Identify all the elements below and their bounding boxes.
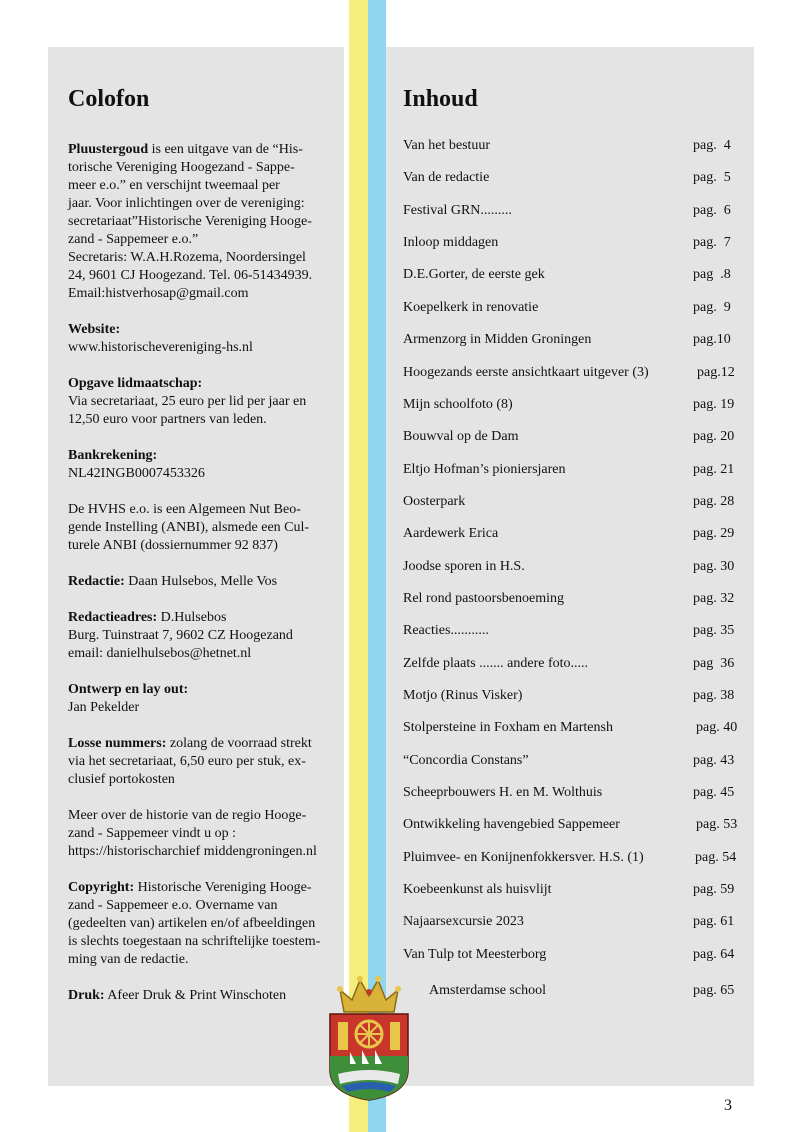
colofon-text-run: gende Instelling (ANBI), alsmede een Cul-	[68, 520, 310, 535]
toc-entry	[403, 686, 738, 706]
colofon-block	[68, 681, 340, 717]
toc-entry	[403, 395, 738, 415]
colofon-text-run: zand - Sappemeer vindt u op :	[68, 826, 236, 841]
toc-entry-page: pag. 64	[693, 946, 735, 962]
yellow-stripe	[349, 0, 368, 1132]
colofon-text-run: D.Hulsebos	[157, 610, 227, 625]
toc-entry-title: Van het bestuur	[403, 138, 491, 153]
colofon-text-run: Afeer Druk & Print Winschoten	[104, 988, 287, 1003]
colofon-block	[68, 573, 340, 591]
toc-entry-title: Koepelkerk in renovatie	[403, 299, 539, 315]
toc-entry-title: Reacties...........	[403, 623, 489, 639]
toc-entry-page: pag.10	[693, 332, 731, 348]
toc-entry	[403, 460, 738, 480]
colofon-label: Website:	[68, 322, 121, 337]
toc-entry	[403, 880, 738, 900]
toc-entry-title: Van Tulp tot Meesterborg	[403, 946, 547, 962]
colofon-text-run: Email:histverhosap@gmail.com	[68, 286, 249, 301]
colofon-text-run: email: danielhulsebos@hetnet.nl	[68, 646, 252, 661]
colofon-line	[68, 537, 340, 555]
colofon-text-run: 12,50 euro voor partners van leden.	[68, 412, 267, 427]
toc-entry	[403, 265, 738, 285]
toc-entry	[403, 201, 738, 221]
toc-entry	[403, 718, 738, 738]
toc-entry-title: Najaarsexcursie 2023	[403, 914, 524, 930]
colofon-block	[68, 141, 340, 303]
toc-entry	[403, 168, 738, 188]
toc-entry-title: Stolpersteine in Foxham en Martensh	[403, 720, 613, 736]
colofon-text-run: Burg. Tuinstraat 7, 9602 CZ Hoogezand	[68, 628, 293, 643]
toc-entry-page: pag. 61	[693, 914, 735, 930]
toc-entry-title: Oosterpark	[403, 493, 466, 509]
colofon-text-run: Meer over de historie van de regio Hooge-	[68, 808, 307, 823]
toc-entry-title: Zelfde plaats ....... andere foto.....	[403, 655, 589, 671]
colofon-line	[68, 195, 340, 213]
colofon-line	[68, 321, 340, 339]
toc-entry-title: Mijn schoolfoto (8)	[403, 396, 513, 412]
toc-entry	[403, 233, 738, 253]
colofon-text-run: NL42INGB0007453326	[68, 466, 205, 481]
toc-entry-page: pag. 43	[693, 752, 735, 768]
colofon-line	[68, 519, 340, 537]
toc-entry-page: pag. 29	[693, 526, 735, 542]
colofon-line	[68, 465, 340, 483]
colofon-label: Druk:	[68, 988, 105, 1003]
toc-entry-page: pag. 65	[693, 983, 735, 999]
colofon-text-run: Jan Pekelder	[68, 700, 140, 715]
colofon-line	[68, 285, 340, 303]
colofon-text-run: https://historischarchief middengroningen.nl	[68, 844, 317, 859]
colofon-text-run: meer e.o.” en verschijnt tweemaal per	[68, 178, 280, 193]
toc-entry-page: pag. 4	[693, 138, 731, 153]
colofon-line	[68, 933, 340, 951]
colofon-text-run: jaar. Voor inlichtingen over de vereniging:	[68, 196, 305, 211]
colofon-line	[68, 915, 340, 933]
colofon-line	[68, 843, 340, 861]
toc-entry	[403, 815, 738, 835]
colofon-line	[68, 699, 340, 717]
toc-entry-page: pag.12	[697, 364, 735, 380]
toc-entry-title: “Concordia Constans”	[403, 752, 529, 768]
toc-entry	[403, 524, 738, 544]
toc-entry-page: pag. 59	[693, 882, 735, 898]
colofon-text-run: Historische Vereniging Hooge-	[134, 880, 312, 895]
toc-entry-page: pag. 21	[693, 461, 735, 477]
toc-entry	[403, 751, 738, 771]
colofon-block	[68, 447, 340, 483]
blue-stripe	[368, 0, 386, 1132]
colofon-title: Colofon	[68, 86, 150, 112]
colofon-line	[68, 897, 340, 915]
colofon-line	[68, 375, 340, 393]
colofon-text-run: clusief portokosten	[68, 772, 175, 787]
colofon-line	[68, 267, 340, 285]
colofon-text-run: is slechts toegestaan na schriftelijke toestem-	[68, 934, 321, 949]
colofon-line	[68, 609, 340, 627]
colofon-line	[68, 231, 340, 249]
toc-entry	[403, 654, 738, 674]
colofon-text-run: secretariaat”Historische Vereniging Hooge-	[68, 214, 312, 229]
toc-entry-page: pag. 7	[693, 235, 731, 251]
colofon-line	[68, 447, 340, 465]
toc-entry-title: Hoogezands eerste ansichtkaart uitgever (3)	[403, 364, 649, 380]
colofon-line	[68, 987, 340, 1005]
colofon-text-run: Secretaris: W.A.H.Rozema, Noordersingel	[68, 250, 306, 265]
colofon-label: Redactie:	[68, 574, 125, 589]
colofon-label: Bankrekening:	[68, 448, 158, 463]
toc-entry	[403, 136, 738, 156]
colofon-line	[68, 249, 340, 267]
toc-entry	[403, 330, 738, 350]
toc-entry-title: Pluimvee- en Konijnenfokkersver. H.S. (1)	[403, 849, 644, 865]
toc-entry-page: pag. 20	[693, 429, 735, 445]
toc-entry	[403, 589, 738, 609]
colofon-block	[68, 609, 340, 663]
colofon-text-run: zand - Sappemeer e.o. Overname van	[68, 898, 278, 913]
colofon-block	[68, 987, 340, 1005]
colofon-line	[68, 771, 340, 789]
colofon-line	[68, 501, 340, 519]
toc-entry	[403, 621, 738, 641]
colofon-text-run: 24, 9601 CJ Hoogezand. Tel. 06-51434939.	[68, 268, 313, 283]
toc-entry-page: pag .8	[693, 267, 731, 283]
toc-entry-page: pag. 40	[696, 720, 738, 736]
toc-entry-page: pag. 30	[693, 558, 735, 574]
colofon-text-run: zolang de voorraad strekt	[166, 736, 312, 751]
toc-entry-title: Koebeenkunst als huisvlijt	[403, 882, 552, 898]
colofon-line	[68, 645, 340, 663]
colofon-text-run: (gedeelten van) artikelen en/of afbeeldingen	[68, 916, 316, 931]
colofon-label: Pluustergoud	[68, 142, 149, 157]
colofon-line	[68, 807, 340, 825]
toc-entry-title: Rel rond pastoorsbenoeming	[403, 590, 564, 606]
colofon-line	[68, 879, 340, 897]
toc-entry	[403, 492, 738, 512]
toc-entry-page: pag. 54	[695, 849, 737, 865]
colofon-text-run: De HVHS e.o. is een Algemeen Nut Beo-	[68, 502, 301, 517]
colofon-label: Redactieadres:	[68, 610, 158, 625]
colofon-block	[68, 501, 340, 555]
colofon-text-run: turele ANBI (dossiernummer 92 837)	[68, 538, 278, 553]
inhoud-title: Inhoud	[403, 86, 478, 112]
colofon-text-run: www.historischevereniging-hs.nl	[68, 340, 253, 355]
toc-entry-title: Joodse sporen in H.S.	[403, 558, 525, 574]
colofon-label: Ontwerp en lay out:	[68, 682, 189, 697]
toc-entry-title: Van de redactie	[403, 170, 490, 186]
toc-entry	[403, 848, 738, 868]
toc-entry-page: pag. 45	[693, 785, 735, 800]
colofon-label: Copyright:	[68, 880, 135, 895]
toc-entry-page: pag. 28	[693, 493, 735, 509]
toc-entry-title: Ontwikkeling havengebied Sappemeer	[403, 817, 620, 833]
colofon-line	[68, 411, 340, 429]
toc-entry-title: Festival GRN.........	[403, 202, 512, 218]
toc-entry	[403, 783, 738, 803]
toc-entry	[403, 298, 738, 318]
coat-of-arms-icon	[322, 972, 416, 1104]
colofon-block	[68, 321, 340, 357]
toc-entry-page: pag. 5	[693, 170, 731, 186]
toc-entry-title: D.E.Gorter, de eerste gek	[403, 267, 545, 283]
colofon-line	[68, 573, 340, 591]
toc-entry-page: pag 36	[693, 655, 735, 671]
toc-entry-page: pag. 6	[693, 202, 731, 218]
colofon-text-run: ming van de redactie.	[68, 952, 189, 967]
toc-entry	[403, 557, 738, 577]
colofon-block	[68, 375, 340, 429]
colofon-text-run: Via secretariaat, 25 euro per lid per jaar en	[68, 394, 307, 409]
colofon-line	[68, 951, 340, 969]
colofon-line	[68, 753, 340, 771]
colofon-line	[68, 177, 340, 195]
colofon-block	[68, 879, 340, 969]
toc-entry-page: pag. 38	[693, 688, 735, 703]
page-number: 3	[724, 1097, 732, 1114]
toc-entry-title: Inloop middagen	[403, 235, 499, 251]
colofon-text-run: via het secretariaat, 6,50 euro per stuk, ex-	[68, 754, 306, 769]
toc-entry-title: Motjo (Rinus Visker)	[403, 688, 523, 703]
colofon-line	[68, 681, 340, 699]
colofon-text-run: Daan Hulsebos, Melle Vos	[124, 574, 278, 589]
colofon-block	[68, 807, 340, 861]
colofon-block	[68, 735, 340, 789]
toc-entry-page: pag. 32	[693, 590, 735, 606]
colofon-line	[68, 213, 340, 231]
toc-entry	[403, 912, 738, 932]
toc-entry-title: Aardewerk Erica	[403, 526, 499, 542]
toc-entry-title: Eltjo Hofman’s pioniersjaren	[403, 461, 566, 477]
colofon-line	[68, 159, 340, 177]
colofon-text-run: zand - Sappemeer e.o.”	[68, 232, 199, 247]
colofon-line	[68, 825, 340, 843]
colofon-text-run: is een uitgave van de “His-	[148, 142, 303, 157]
colofon-line	[68, 627, 340, 645]
toc-entry-title: Amsterdamse school	[429, 983, 547, 999]
colofon-line	[68, 735, 340, 753]
colofon-label: Losse nummers:	[68, 736, 167, 751]
colofon-label: Opgave lidmaatschap:	[68, 376, 203, 391]
toc-entry	[403, 945, 738, 965]
toc-entry-title: Scheeprbouwers H. en M. Wolthuis	[403, 785, 603, 800]
colofon-line	[68, 141, 340, 159]
toc-entry-title: Bouwval op de Dam	[403, 429, 519, 445]
toc-entry	[403, 363, 738, 383]
colofon-text	[68, 141, 340, 1023]
toc-entry	[403, 427, 738, 447]
colofon-text-run: torische Vereniging Hoogezand - Sappe-	[68, 160, 295, 175]
toc-entry-title: Armenzorg in Midden Groningen	[403, 332, 592, 348]
toc-entry-page: pag. 53	[696, 817, 738, 833]
colofon-line	[68, 339, 340, 357]
colofon-line	[68, 393, 340, 411]
toc-entry-page: pag. 9	[693, 299, 731, 315]
toc-entry-page: pag. 35	[693, 623, 735, 639]
toc-entry-page: pag. 19	[693, 396, 735, 412]
toc-entry	[403, 981, 738, 1001]
